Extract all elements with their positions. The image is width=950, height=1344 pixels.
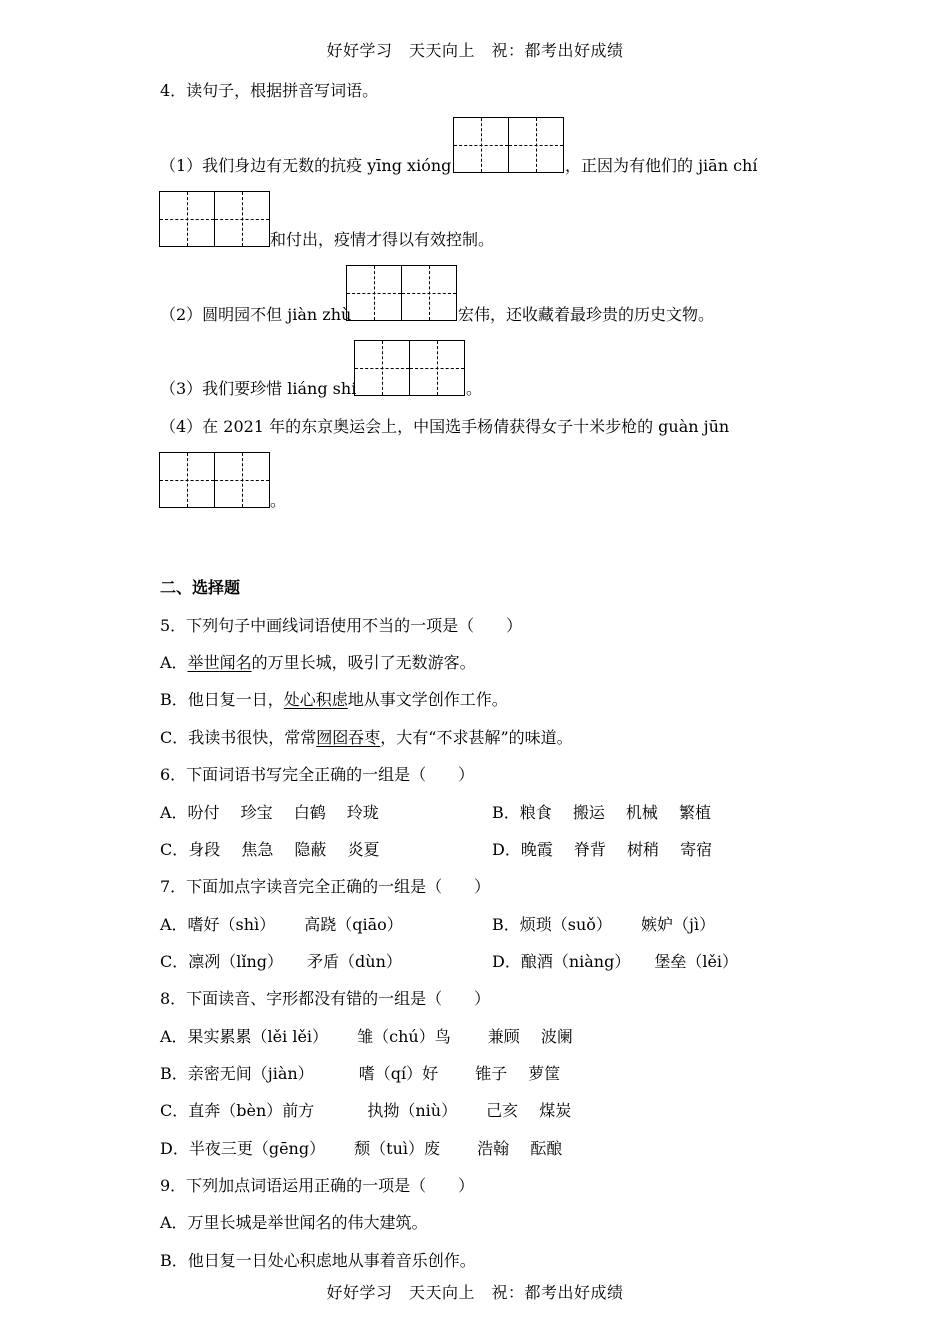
q5-b-underlined: 处心积虑 bbox=[283, 690, 348, 709]
q6-option-c[interactable]: C．身段 焦急 隐蔽 炎夏 bbox=[160, 840, 380, 859]
section-title-choice: 二、选择题 bbox=[160, 578, 241, 597]
q9-option-a[interactable]: A．万里长城是举世闻名的伟大建筑。 bbox=[160, 1213, 428, 1232]
q4-s1a: （1）我们身边有无数的抗疫 yīng xióng bbox=[160, 156, 452, 175]
answer-box-jianzhu[interactable] bbox=[346, 265, 457, 321]
q5-c-underlined: 囫囵吞枣 bbox=[316, 728, 381, 747]
q5-b-suffix: 地从事文学创作工作。 bbox=[347, 690, 508, 709]
q4-s3b: 。 bbox=[466, 379, 483, 398]
q8-option-d[interactable]: D．半夜三更（gēng） 颓（tuì）废 浩翰 酝酿 bbox=[160, 1139, 563, 1158]
q5-c-suffix: ，大有“不求甚解”的味道。 bbox=[380, 728, 573, 747]
q7-option-b[interactable]: B．烦琐（suǒ） 嫉妒（jì） bbox=[492, 915, 716, 934]
q4-s2a: （2）圆明园不但 jiàn zhù bbox=[160, 305, 352, 324]
answer-box-jianchi[interactable] bbox=[159, 191, 270, 247]
q7-option-a[interactable]: A．嗜好（shì） 高跷（qiāo） bbox=[160, 915, 403, 934]
q7-title: 7．下面加点字读音完全正确的一组是（ ） bbox=[160, 877, 491, 896]
q4-s4a: （4）在 2021 年的东京奥运会上，中国选手杨倩获得女子十米步枪的 guàn jūn bbox=[160, 417, 730, 436]
q7-option-c[interactable]: C．凛冽（lǐng） 矛盾（dùn） bbox=[160, 952, 402, 971]
q4-s1b: ，正因为有他们的 jiān chí bbox=[565, 156, 758, 175]
q5-b-prefix: B．他日复一日， bbox=[160, 690, 284, 709]
q5-option-a[interactable] bbox=[160, 652, 476, 674]
answer-box-guanjun[interactable] bbox=[159, 452, 270, 508]
q6-option-d[interactable]: D．晚霞 脊背 树稍 寄宿 bbox=[492, 840, 713, 859]
q6-option-b[interactable]: B．粮食 搬运 机械 繁植 bbox=[492, 803, 712, 822]
q6-title: 6．下面词语书写完全正确的一组是（ ） bbox=[160, 765, 475, 784]
q8-option-b[interactable]: B．亲密无间（jiàn） 嗜（qí）好 锥子 萝筐 bbox=[160, 1064, 561, 1083]
q7-option-d[interactable]: D．酿酒（niàng） 堡垒（lěi） bbox=[492, 952, 739, 971]
q4-s2b: 宏伟，还收藏着最珍贵的历史文物。 bbox=[458, 305, 715, 324]
page-header: 好好学习 天天向上 祝：都考出好成绩 bbox=[326, 41, 624, 60]
answer-box-yingxiong[interactable] bbox=[453, 117, 564, 173]
q8-option-a[interactable]: A．果实累累（lěi lěi） 雏（chú）鸟 兼顾 波阑 bbox=[160, 1027, 573, 1046]
q9-option-b[interactable]: B．他日复一日处心积虑地从事着音乐创作。 bbox=[160, 1251, 476, 1270]
q6-option-a[interactable]: A．吩付 珍宝 白鹤 玲珑 bbox=[160, 803, 379, 822]
q9-title: 9．下列加点词语运用正确的一项是（ ） bbox=[160, 1176, 475, 1195]
q4-s1c: 和付出，疫情才得以有效控制。 bbox=[270, 230, 495, 249]
q5-a-prefix: A． bbox=[160, 653, 188, 672]
q5-title: 5．下列句子中画线词语使用不当的一项是（ ） bbox=[160, 616, 523, 635]
q8-title: 8．下面读音、字形都没有错的一组是（ ） bbox=[160, 989, 491, 1008]
page-footer: 好好学习 天天向上 祝：都考出好成绩 bbox=[326, 1283, 624, 1302]
answer-box-liangshi[interactable] bbox=[354, 340, 465, 396]
q4-s4b: 。 bbox=[270, 491, 287, 510]
q5-option-b[interactable] bbox=[160, 689, 508, 711]
q5-c-prefix: C．我读书很快，常常 bbox=[160, 728, 317, 747]
q5-a-suffix: 的万里长城，吸引了无数游客。 bbox=[251, 653, 476, 672]
q8-option-c[interactable]: C．直奔（bèn）前方 执拗（niù） 己亥 煤炭 bbox=[160, 1101, 572, 1120]
q5-option-c[interactable] bbox=[160, 727, 573, 749]
q4-s3a: （3）我们要珍惜 liáng shi bbox=[160, 379, 357, 398]
q4-title: 4．读句子，根据拼音写词语。 bbox=[160, 81, 379, 100]
q5-a-underlined: 举世闻名 bbox=[187, 653, 252, 672]
